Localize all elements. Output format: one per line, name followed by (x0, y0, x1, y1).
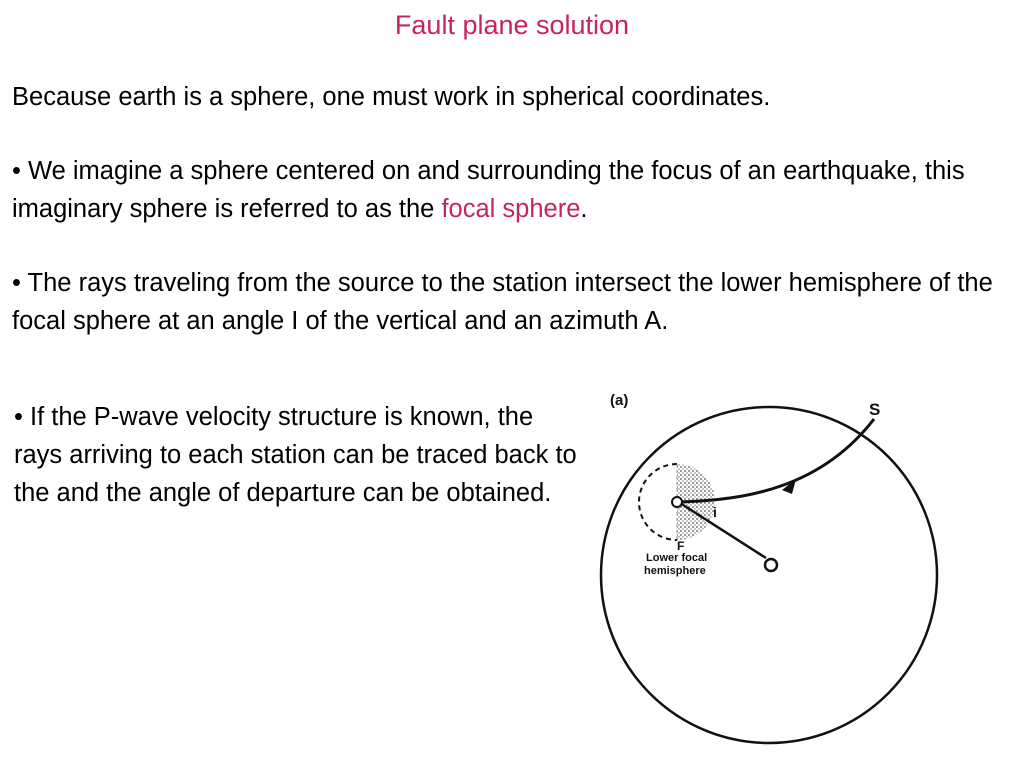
intro-text: Because earth is a sphere, one must work in spherical coordinates. (12, 83, 771, 111)
focal-sphere-figure (596, 378, 946, 750)
pwave-bullet: • If the P-wave velocity structure is known, the rays arriving to each station can be traced back to the and the angle of departure can be obtained. (14, 403, 577, 507)
hemisphere-label-line2: hemisphere (644, 565, 706, 577)
hemisphere-label-line1: Lower focal (646, 552, 708, 564)
focal-sphere-bullet-end: . (580, 195, 588, 223)
center-point (765, 559, 777, 571)
focal-sphere-term: focal sphere (441, 195, 581, 223)
focal-sphere-bullet (12, 152, 1012, 228)
focal-sphere-diagram (596, 378, 946, 750)
slide-title: Fault plane solution (394, 10, 630, 40)
panel-label: (a) (610, 392, 629, 409)
focal-sphere-bullet-text: • We imagine a sphere centered on and surrounding the focus of an earthquake, this imaginary sphere is referred to as the (12, 157, 965, 223)
station-label: S (869, 400, 881, 419)
rays-bullet: • The rays traveling from the source to the station intersect the lower hemisphere of the focal sphere at an angle I of the vertical and an azimuth A. (12, 269, 993, 335)
focus-label: F (677, 539, 685, 553)
ray-arrow-icon (782, 479, 796, 494)
focus-point (672, 497, 682, 507)
angle-label: i (713, 504, 717, 520)
